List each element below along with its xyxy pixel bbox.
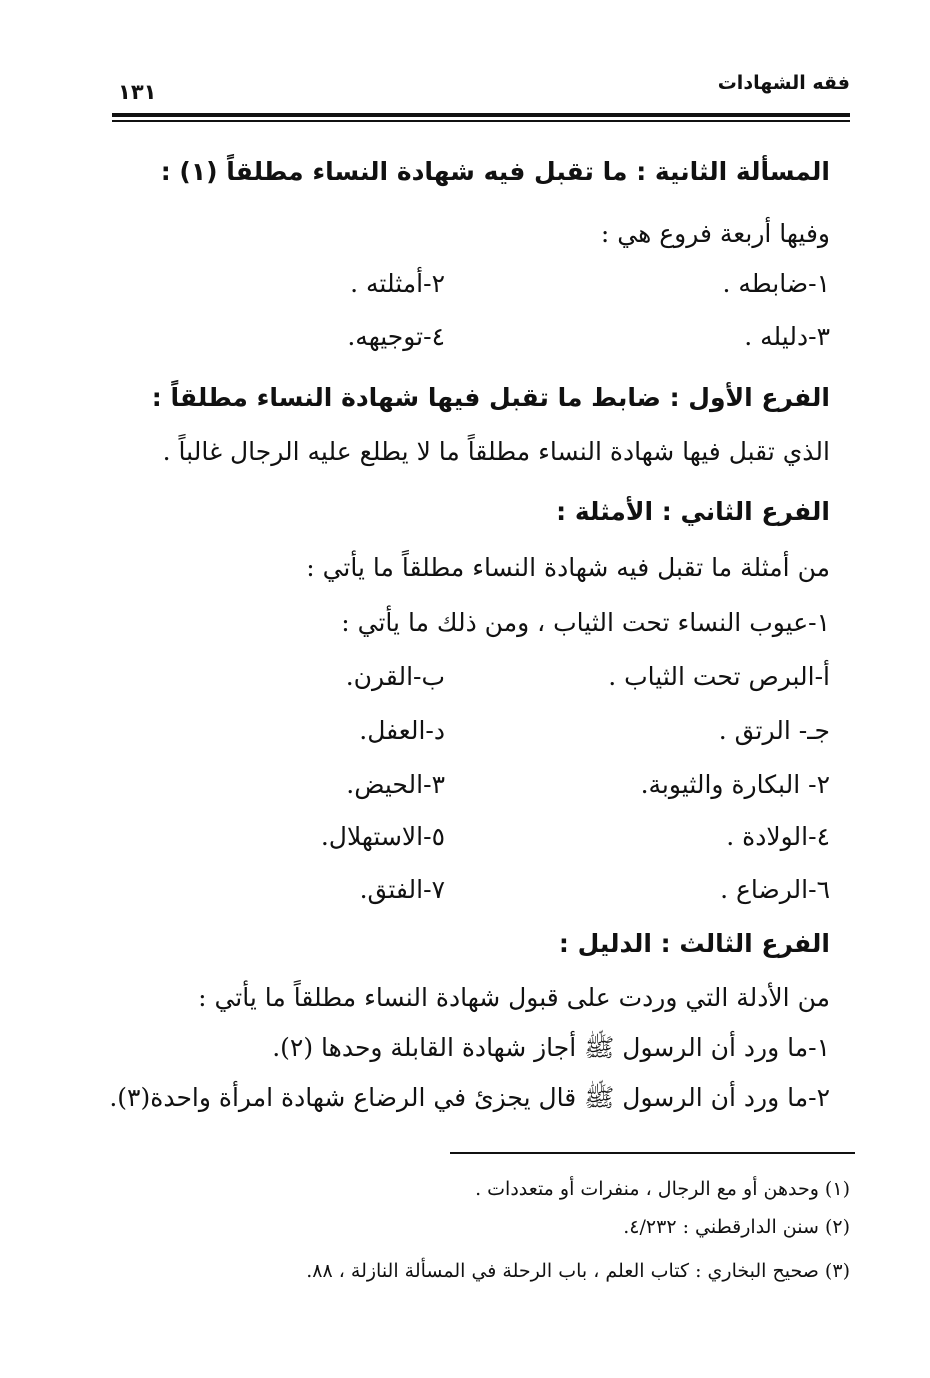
branch2-intro: من أمثلة ما تقبل فيه شهادة النساء مطلقاً ما يأتي : bbox=[306, 553, 830, 582]
branch1-heading: الفرع الأول : ضابط ما تقبل فيها شهادة النساء مطلقاً : bbox=[151, 383, 830, 412]
running-title: فقه الشهادات bbox=[717, 72, 850, 94]
page-number: ١٣١ bbox=[118, 80, 157, 104]
example-c: جـ- الرتق . bbox=[718, 716, 830, 745]
example-g: ٤-الولادة . bbox=[726, 822, 830, 851]
branch1-text: الذي تقبل فيها شهادة النساء مطلقاً ما لا يطلع عليه الرجال غالباً . bbox=[162, 437, 830, 466]
example-h: ٥-الاستهلال. bbox=[320, 822, 445, 851]
example-j: ٧-الفتق. bbox=[359, 875, 445, 904]
example-d: د-العفل. bbox=[359, 716, 445, 745]
intro-text: وفيها أربعة فروع هي : bbox=[600, 219, 830, 248]
example-e: ٢- البكارة والثيوبة. bbox=[640, 770, 830, 799]
header-rule-thin bbox=[112, 120, 850, 122]
header-rule-thick bbox=[112, 113, 850, 117]
example-f: ٣-الحيض. bbox=[346, 770, 445, 799]
branch2-item-1: ١-عيوب النساء تحت الثياب ، ومن ذلك ما يأتي : bbox=[341, 608, 830, 637]
branch3-heading: الفرع الثالث : الدليل : bbox=[558, 929, 830, 958]
evidence-1: ١-ما ورد أن الرسول ﷺ أجاز شهادة القابلة وحدها (٢). bbox=[272, 1033, 830, 1062]
branch-list-item-2: ٢-أمثلته . bbox=[350, 269, 445, 298]
branch-list-item-4: ٤-توجيهه. bbox=[347, 322, 445, 351]
evidence-2: ٢-ما ورد أن الرسول ﷺ قال يجزئ في الرضاع شهادة امرأة واحدة(٣). bbox=[109, 1083, 830, 1112]
footnote-2: (٢) سنن الدارقطني : ٤/٢٣٢. bbox=[623, 1216, 850, 1238]
branch-list-item-1: ١-ضابطه . bbox=[722, 269, 830, 298]
example-a: أ-البرص تحت الثياب . bbox=[608, 662, 830, 691]
example-b: ب-القرن. bbox=[345, 662, 445, 691]
branch2-heading: الفرع الثاني : الأمثلة : bbox=[556, 497, 830, 526]
branch3-intro: من الأدلة التي وردت على قبول شهادة النساء مطلقاً ما يأتي : bbox=[198, 983, 830, 1012]
footnote-1: (١) وحدهن أو مع الرجال ، منفرات أو متعددات . bbox=[475, 1178, 850, 1200]
footnote-3: (٣) صحيح البخاري : كتاب العلم ، باب الرحلة في المسألة النازلة ، ٨٨. bbox=[306, 1260, 850, 1282]
footnote-separator bbox=[450, 1152, 855, 1154]
issue-heading: المسألة الثانية : ما تقبل فيه شهادة النساء مطلقاً (١) : bbox=[160, 157, 830, 186]
example-i: ٦-الرضاع . bbox=[720, 875, 830, 904]
branch-list-item-3: ٣-دليله . bbox=[744, 322, 830, 351]
